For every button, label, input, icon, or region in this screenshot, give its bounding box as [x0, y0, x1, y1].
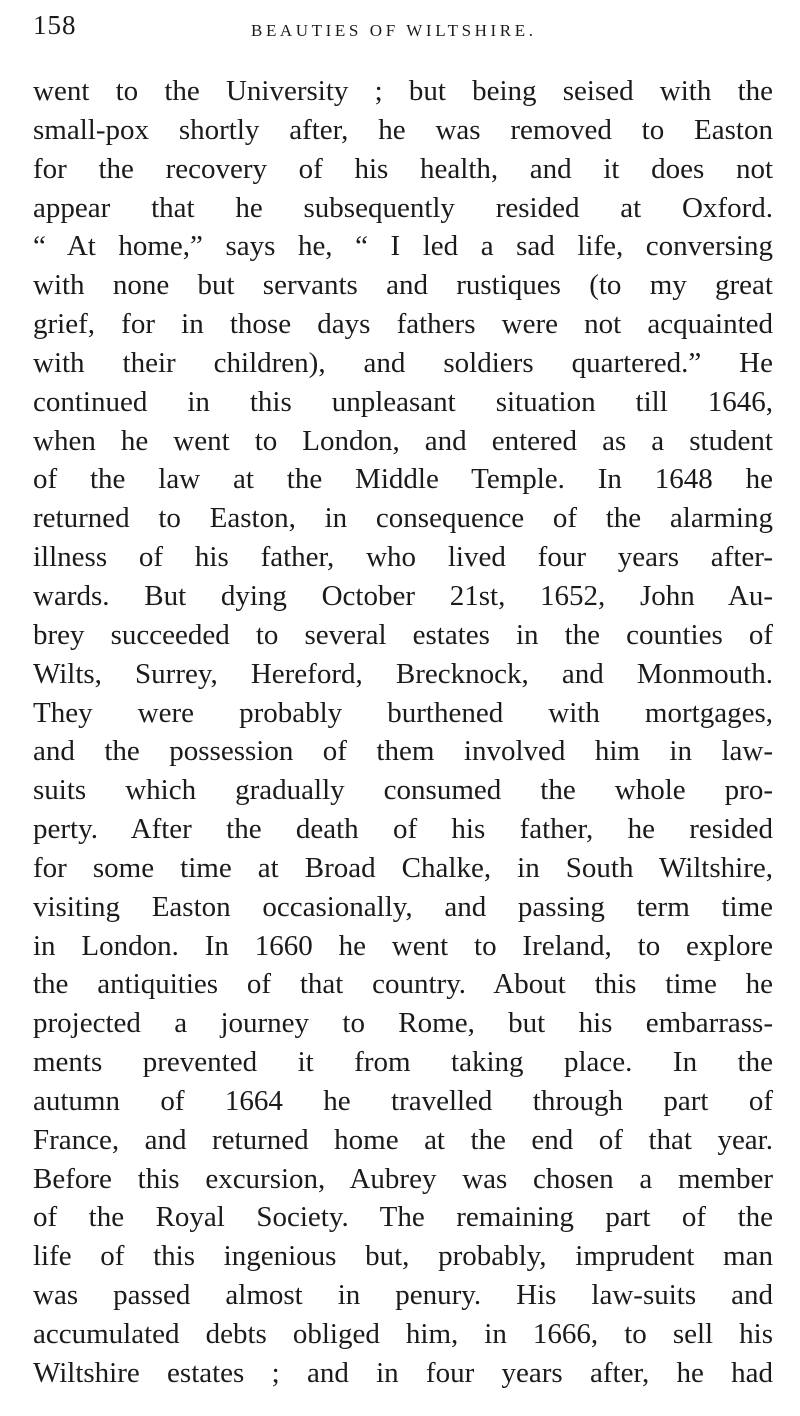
- text-line: visiting Easton occasionally, and passing term time: [33, 890, 773, 923]
- text-line: life of this ingenious but, probably, imprudent man: [33, 1240, 773, 1273]
- text-line: small-pox shortly after, he was removed to Easton: [33, 113, 773, 146]
- text-line: appear that he subsequently resided at Oxford.: [33, 191, 773, 224]
- text-line: “ At home,” says he, “ I led a sad life, conversing: [33, 230, 773, 263]
- text-line: of the law at the Middle Temple. In 1648 he: [33, 463, 773, 496]
- text-line: Before this excursion, Aubrey was chosen a member: [33, 1162, 773, 1195]
- text-line: and the possession of them involved him in law-: [33, 735, 773, 768]
- text-line: France, and returned home at the end of that year.: [33, 1123, 773, 1156]
- text-line: Wilts, Surrey, Hereford, Brecknock, and Monmouth.: [33, 657, 773, 690]
- text-line: illness of his father, who lived four years after-: [33, 541, 773, 574]
- text-line: with none but servants and rustiques (to my great: [33, 269, 773, 302]
- text-line: ments prevented it from taking place. In the: [33, 1046, 773, 1079]
- text-line: Wiltshire estates ; and in four years after, he had: [33, 1356, 773, 1389]
- text-line: for some time at Broad Chalke, in South Wiltshire,: [33, 851, 773, 884]
- text-line: with their children), and soldiers quartered.” He: [33, 346, 773, 379]
- text-line: of the Royal Society. The remaining part of the: [33, 1201, 773, 1234]
- text-line: accumulated debts obliged him, in 1666, to sell his: [33, 1318, 773, 1350]
- body-text: [33, 72, 773, 1393]
- text-line: in London. In 1660 he went to Ireland, to explore: [33, 929, 773, 962]
- page-number: 158: [33, 10, 77, 40]
- text-line: autumn of 1664 he travelled through part of: [33, 1084, 773, 1117]
- text-line: was passed almost in penury. His law-suits and: [33, 1279, 773, 1312]
- text-line: grief, for in those days fathers were not acquainted: [33, 308, 773, 341]
- text-line: projected a journey to Rome, but his embarrass-: [33, 1007, 773, 1040]
- running-head: BEAUTIES OF WILTSHIRE.: [251, 21, 537, 40]
- text-line: They were probably burthened with mortgages,: [33, 696, 773, 729]
- text-line: went to the University ; but being seised with the: [33, 75, 773, 107]
- text-line: brey succeeded to several estates in the counties of: [33, 618, 773, 651]
- page-header: [33, 8, 773, 44]
- text-line: returned to Easton, in consequence of the alarming: [33, 502, 773, 535]
- text-line: continued in this unpleasant situation till 1646,: [33, 385, 773, 418]
- text-line: suits which gradually consumed the whole pro-: [33, 774, 773, 807]
- text-line: when he went to London, and entered as a student: [33, 424, 773, 457]
- text-line: wards. But dying October 21st, 1652, John Au-: [33, 579, 773, 612]
- text-line: for the recovery of his health, and it does not: [33, 152, 773, 185]
- text-line: perty. After the death of his father, he resided: [33, 813, 773, 846]
- text-line: the antiquities of that country. About this time he: [33, 968, 773, 1001]
